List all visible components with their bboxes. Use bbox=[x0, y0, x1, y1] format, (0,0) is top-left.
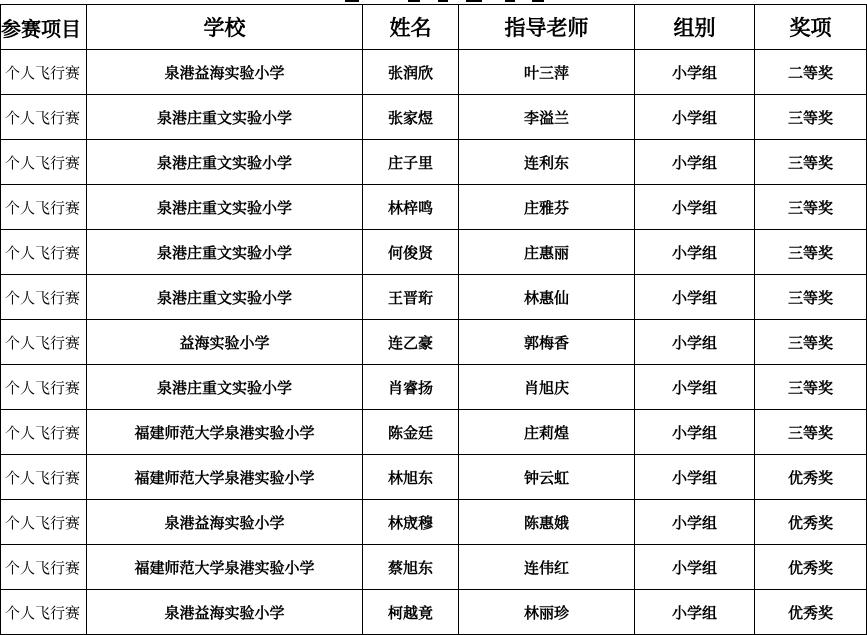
award-table bbox=[0, 4, 867, 635]
table-row bbox=[1, 455, 867, 500]
cell-school: 福建师范大学泉港实验小学 bbox=[87, 455, 363, 500]
cell-award: 优秀奖 bbox=[755, 545, 867, 590]
cell-award: 三等奖 bbox=[755, 365, 867, 410]
cell-award: 三等奖 bbox=[755, 410, 867, 455]
cell-school: 泉港庄重文实验小学 bbox=[87, 185, 363, 230]
cell-name: 林宬穆 bbox=[363, 500, 459, 545]
header-school: 学校 bbox=[87, 5, 363, 50]
cell-event: 个人飞行赛 bbox=[1, 140, 87, 185]
cell-school: 泉港庄重文实验小学 bbox=[87, 275, 363, 320]
cell-event: 个人飞行赛 bbox=[1, 545, 87, 590]
cell-event: 个人飞行赛 bbox=[1, 500, 87, 545]
cell-event: 个人飞行赛 bbox=[1, 230, 87, 275]
table-row bbox=[1, 50, 867, 95]
cell-teacher: 肖旭庆 bbox=[459, 365, 635, 410]
cell-award: 三等奖 bbox=[755, 275, 867, 320]
cell-event: 个人飞行赛 bbox=[1, 50, 87, 95]
cell-name: 肖睿扬 bbox=[363, 365, 459, 410]
cell-group: 小学组 bbox=[635, 50, 755, 95]
cell-award: 三等奖 bbox=[755, 320, 867, 365]
cell-teacher: 庄雅芬 bbox=[459, 185, 635, 230]
cell-name: 张润欣 bbox=[363, 50, 459, 95]
table-header bbox=[1, 5, 867, 50]
cell-teacher: 钟云虹 bbox=[459, 455, 635, 500]
cell-school: 福建师范大学泉港实验小学 bbox=[87, 410, 363, 455]
cell-award: 二等奖 bbox=[755, 50, 867, 95]
cell-group: 小学组 bbox=[635, 455, 755, 500]
cell-group: 小学组 bbox=[635, 365, 755, 410]
cell-teacher: 郭梅香 bbox=[459, 320, 635, 365]
table-row bbox=[1, 500, 867, 545]
cell-teacher: 陈惠娥 bbox=[459, 500, 635, 545]
cell-name: 林旭东 bbox=[363, 455, 459, 500]
cell-group: 小学组 bbox=[635, 95, 755, 140]
cell-name: 柯越竟 bbox=[363, 590, 459, 635]
cell-group: 小学组 bbox=[635, 230, 755, 275]
cell-award: 三等奖 bbox=[755, 185, 867, 230]
cell-teacher: 叶三萍 bbox=[459, 50, 635, 95]
cell-school: 益海实验小学 bbox=[87, 320, 363, 365]
table-row bbox=[1, 545, 867, 590]
cell-event: 个人飞行赛 bbox=[1, 95, 87, 140]
table-row bbox=[1, 185, 867, 230]
cell-group: 小学组 bbox=[635, 410, 755, 455]
cell-award: 三等奖 bbox=[755, 95, 867, 140]
cell-event: 个人飞行赛 bbox=[1, 185, 87, 230]
cell-event: 个人飞行赛 bbox=[1, 455, 87, 500]
cell-group: 小学组 bbox=[635, 275, 755, 320]
cell-name: 林梓鸣 bbox=[363, 185, 459, 230]
cell-teacher: 林惠仙 bbox=[459, 275, 635, 320]
table-row bbox=[1, 410, 867, 455]
cell-award: 三等奖 bbox=[755, 140, 867, 185]
cell-school: 泉港益海实验小学 bbox=[87, 500, 363, 545]
cell-group: 小学组 bbox=[635, 185, 755, 230]
cell-group: 小学组 bbox=[635, 500, 755, 545]
cell-name: 连乙豪 bbox=[363, 320, 459, 365]
cell-award: 优秀奖 bbox=[755, 455, 867, 500]
cell-school: 泉港庄重文实验小学 bbox=[87, 365, 363, 410]
table-row bbox=[1, 365, 867, 410]
table-row bbox=[1, 95, 867, 140]
cell-school: 泉港庄重文实验小学 bbox=[87, 140, 363, 185]
header-name: 姓名 bbox=[363, 5, 459, 50]
cell-award: 优秀奖 bbox=[755, 590, 867, 635]
table-row bbox=[1, 320, 867, 365]
table-body bbox=[1, 50, 867, 635]
cell-event: 个人飞行赛 bbox=[1, 275, 87, 320]
header-group: 组别 bbox=[635, 5, 755, 50]
table-row bbox=[1, 275, 867, 320]
cell-teacher: 林丽珍 bbox=[459, 590, 635, 635]
cell-name: 蔡旭东 bbox=[363, 545, 459, 590]
cell-school: 泉港益海实验小学 bbox=[87, 50, 363, 95]
cell-name: 庄子里 bbox=[363, 140, 459, 185]
header-teacher: 指导老师 bbox=[459, 5, 635, 50]
cell-school: 泉港庄重文实验小学 bbox=[87, 95, 363, 140]
cell-name: 王晋珩 bbox=[363, 275, 459, 320]
header-event: 参赛项目 bbox=[1, 5, 87, 50]
cell-event: 个人飞行赛 bbox=[1, 590, 87, 635]
cell-group: 小学组 bbox=[635, 590, 755, 635]
cell-event: 个人飞行赛 bbox=[1, 365, 87, 410]
cell-name: 张家煜 bbox=[363, 95, 459, 140]
header-award: 奖项 bbox=[755, 5, 867, 50]
cell-event: 个人飞行赛 bbox=[1, 410, 87, 455]
cell-group: 小学组 bbox=[635, 320, 755, 365]
cell-award: 优秀奖 bbox=[755, 500, 867, 545]
table-row bbox=[1, 140, 867, 185]
cell-event: 个人飞行赛 bbox=[1, 320, 87, 365]
cell-award: 三等奖 bbox=[755, 230, 867, 275]
cell-school: 福建师范大学泉港实验小学 bbox=[87, 545, 363, 590]
cell-group: 小学组 bbox=[635, 140, 755, 185]
table-row bbox=[1, 230, 867, 275]
header-row bbox=[1, 5, 867, 50]
cell-teacher: 李溢兰 bbox=[459, 95, 635, 140]
cell-teacher: 庄惠丽 bbox=[459, 230, 635, 275]
cell-teacher: 连利东 bbox=[459, 140, 635, 185]
table-row bbox=[1, 590, 867, 635]
cell-name: 陈金廷 bbox=[363, 410, 459, 455]
cell-school: 泉港益海实验小学 bbox=[87, 590, 363, 635]
cell-teacher: 庄莉煌 bbox=[459, 410, 635, 455]
cell-group: 小学组 bbox=[635, 545, 755, 590]
cell-name: 何俊贤 bbox=[363, 230, 459, 275]
cell-school: 泉港庄重文实验小学 bbox=[87, 230, 363, 275]
cell-teacher: 连伟红 bbox=[459, 545, 635, 590]
